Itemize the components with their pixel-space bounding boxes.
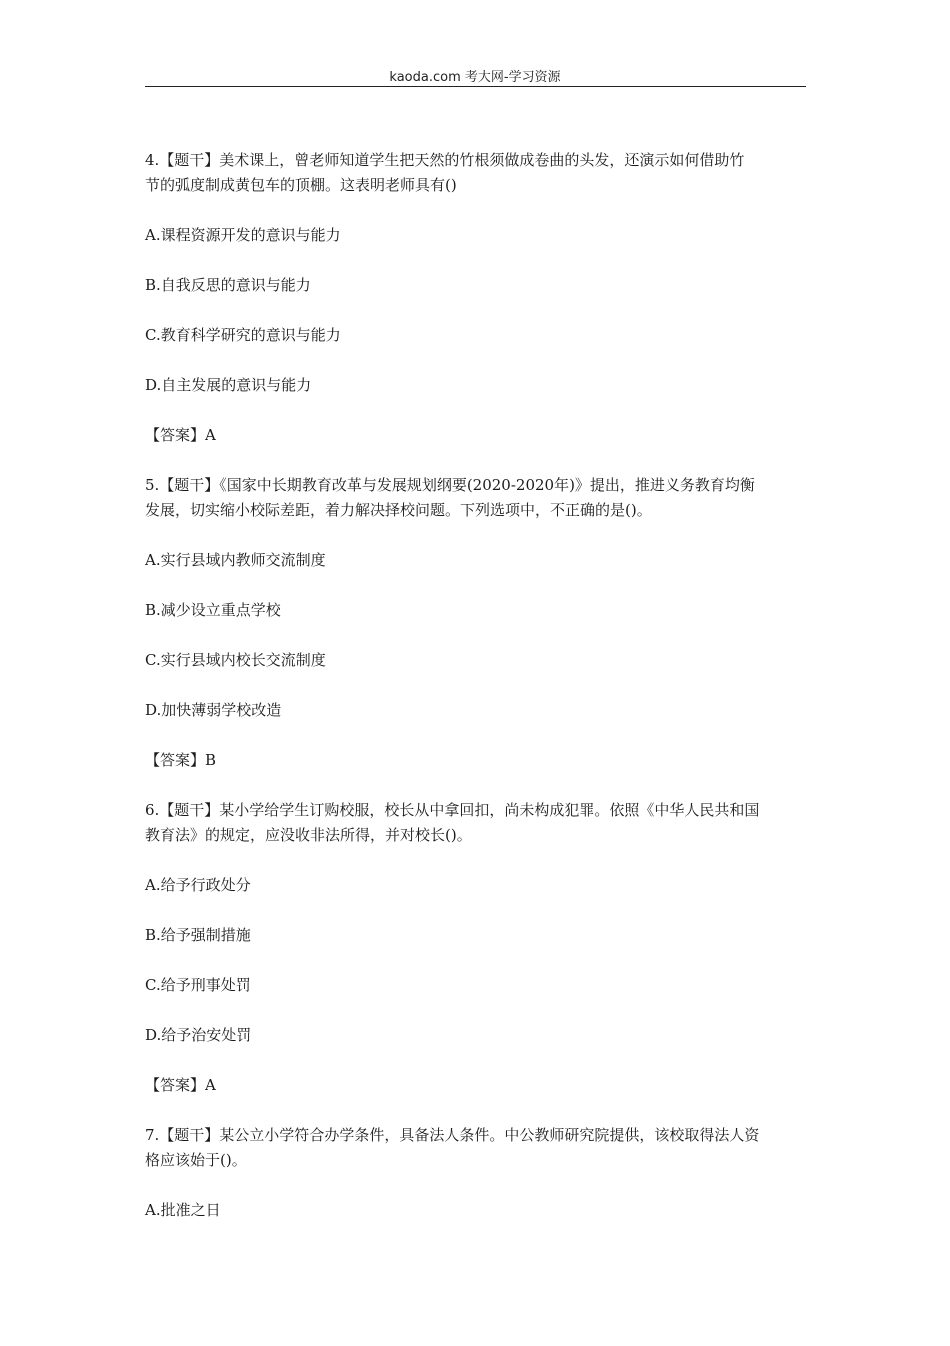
- q4-option-b: B.自我反思的意识与能力: [145, 276, 311, 294]
- q6-stem-line1: 6.【题干】某小学给学生订购校服，校长从中拿回扣，尚未构成犯罪。依照《中华人民共和国: [145, 801, 760, 819]
- q4-stem-line1: 4.【题干】美术课上，曾老师知道学生把天然的竹根须做成卷曲的头发，还演示如何借助竹: [145, 151, 745, 169]
- q4-stem-line2: 节的弧度制成黄包车的顶棚。这表明老师具有(): [145, 176, 457, 194]
- q6-option-b: B.给予强制措施: [145, 926, 251, 944]
- q6-option-a: A.给予行政处分: [145, 876, 251, 894]
- header-divider: [145, 86, 806, 87]
- q5-stem-line2: 发展，切实缩小校际差距，着力解决择校问题。下列选项中，不正确的是()。: [145, 501, 652, 519]
- q6-option-d: D.给予治安处罚: [145, 1026, 252, 1044]
- q5-stem-line1: 5.【题干】《国家中长期教育改革与发展规划纲要(2020-2020年)》提出，推进义务教育均衡: [145, 476, 755, 494]
- q7-option-a: A.批准之日: [145, 1201, 221, 1219]
- q6-answer: 【答案】A: [145, 1076, 216, 1094]
- q5-option-d: D.加快薄弱学校改造: [145, 701, 282, 719]
- q6-stem-line2: 教育法》的规定，应没收非法所得，并对校长()。: [145, 826, 472, 844]
- q4-option-d: D.自主发展的意识与能力: [145, 376, 312, 394]
- q7-stem-line2: 格应该始于()。: [145, 1151, 247, 1169]
- q4-option-a: A.课程资源开发的意识与能力: [145, 226, 341, 244]
- page-header: kaoda.com 考大网-学习资源: [389, 70, 561, 85]
- q4-option-c: C.教育科学研究的意识与能力: [145, 326, 341, 344]
- q5-option-a: A.实行县域内教师交流制度: [145, 551, 326, 569]
- q5-option-b: B.减少设立重点学校: [145, 601, 281, 619]
- q4-answer: 【答案】A: [145, 426, 216, 444]
- q7-stem-line1: 7.【题干】某公立小学符合办学条件，具备法人条件。中公教师研究院提供，该校取得法人资: [145, 1126, 760, 1144]
- q5-answer: 【答案】B: [145, 751, 217, 769]
- q6-option-c: C.给予刑事处罚: [145, 976, 251, 994]
- q5-option-c: C.实行县域内校长交流制度: [145, 651, 326, 669]
